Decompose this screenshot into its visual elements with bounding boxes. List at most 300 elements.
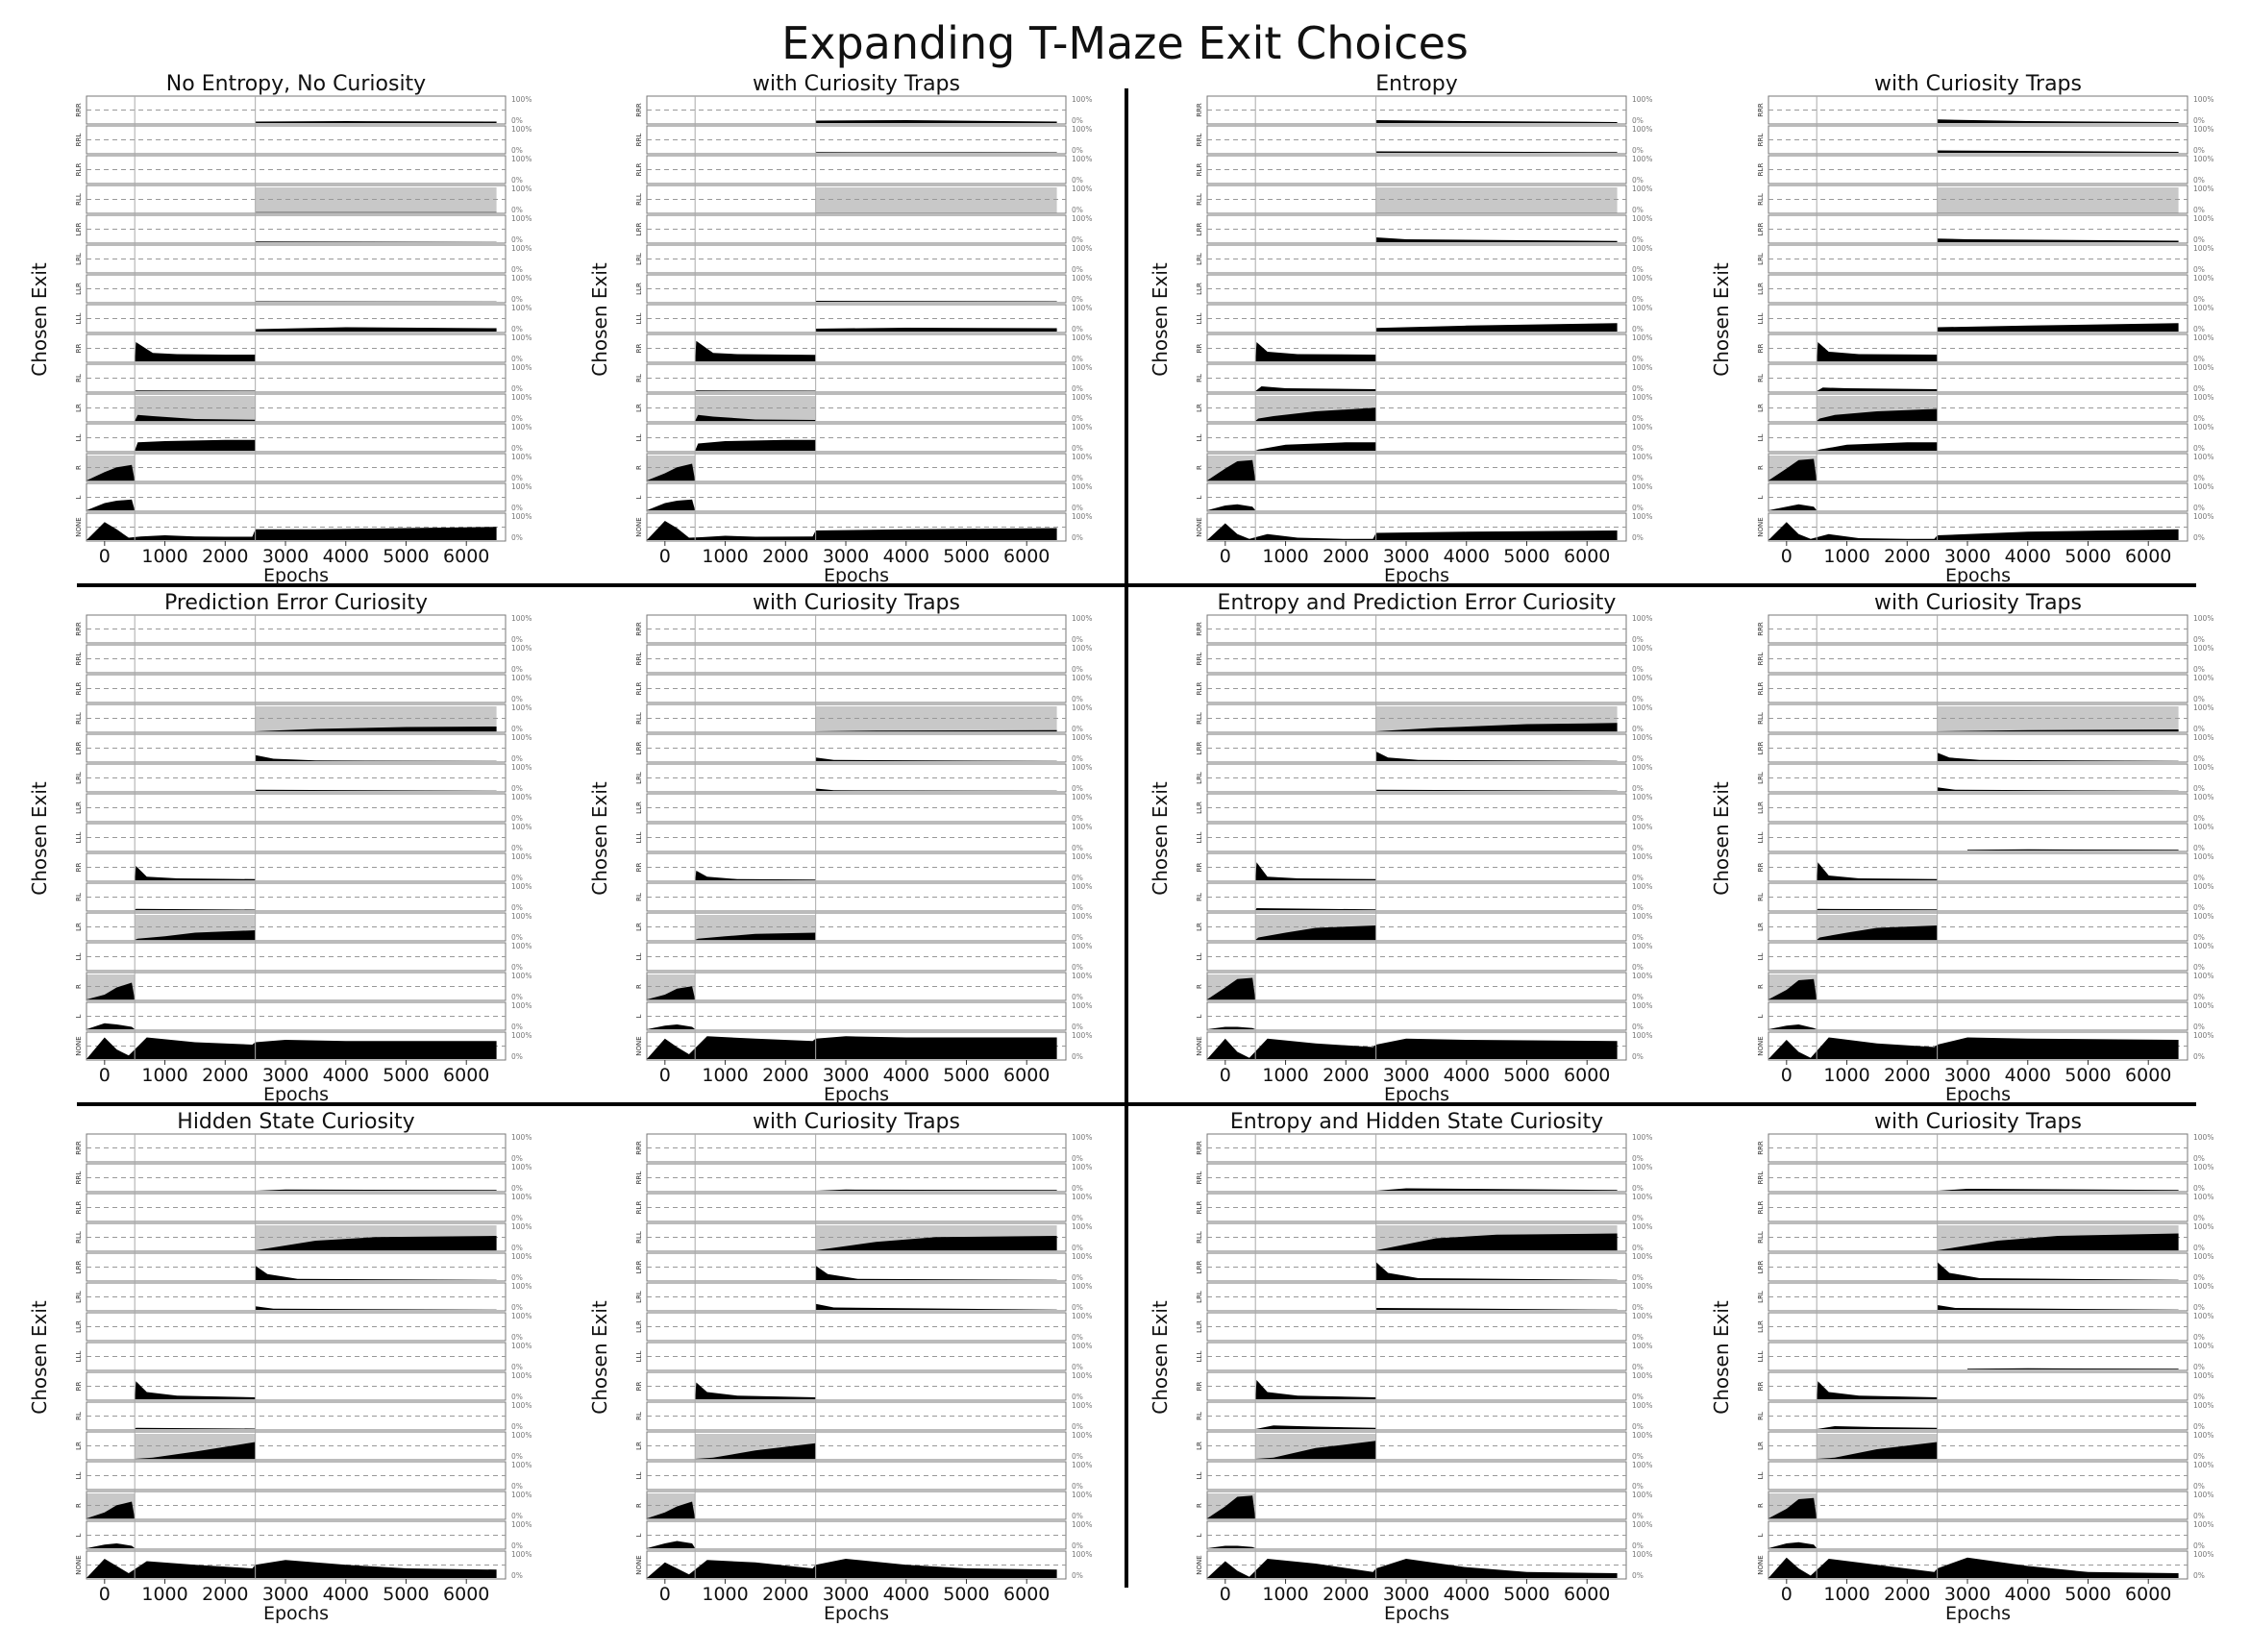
pct-label: 0% — [511, 1452, 523, 1461]
exit-label: LRR — [635, 1260, 643, 1274]
pct-label: 100% — [511, 244, 532, 253]
series-area-rrr — [1376, 120, 1618, 123]
figure-title: Expanding T-Maze Exit Choices — [781, 17, 1469, 69]
x-axis-label: Epochs — [1383, 1603, 1450, 1624]
series-area-l — [1207, 1027, 1255, 1030]
series-area-lrr — [1376, 752, 1618, 761]
pct-label: 100% — [511, 185, 532, 193]
pct-label: 100% — [2193, 1401, 2214, 1410]
pct-label: 0% — [511, 384, 523, 393]
exit-label: LLL — [1757, 831, 1765, 844]
x-tick-label: 1000 — [1262, 1065, 1309, 1086]
series-area-none — [1207, 1559, 1618, 1578]
pct-label: 0% — [2193, 963, 2205, 972]
pct-label: 0% — [2193, 1541, 2205, 1550]
pct-label: 0% — [1632, 754, 1644, 763]
series-area-rl — [1255, 1425, 1376, 1429]
pct-label: 100% — [1632, 512, 1653, 521]
exit-label: RR — [1196, 862, 1203, 873]
pct-label: 100% — [2193, 185, 2214, 193]
pct-label: 0% — [1632, 933, 1644, 942]
pct-label: 0% — [2193, 725, 2205, 733]
pct-label: 0% — [1632, 1393, 1644, 1401]
x-axis-label: Epochs — [262, 1084, 330, 1105]
x-axis-label: Epochs — [1944, 1084, 2012, 1105]
series-area-lrl — [1938, 787, 2179, 791]
pct-label: 0% — [1072, 993, 1083, 1001]
series-area-l — [1207, 1546, 1255, 1549]
exit-label: L — [1757, 495, 1765, 500]
panel-title: with Curiosity Traps — [753, 72, 960, 96]
pct-label: 100% — [2193, 852, 2214, 861]
x-axis-label: Epochs — [1383, 565, 1450, 586]
exit-label: LRL — [75, 772, 83, 784]
pct-label: 100% — [2193, 1312, 2214, 1320]
pct-label: 100% — [1072, 852, 1093, 861]
x-tick-label: 6000 — [443, 1584, 490, 1605]
pct-label: 100% — [1632, 852, 1653, 861]
pct-label: 100% — [511, 1550, 532, 1559]
pct-label: 100% — [1072, 393, 1093, 402]
exit-label: LRR — [1196, 741, 1203, 755]
x-axis-label: Epochs — [1383, 1084, 1450, 1105]
x-tick-label: 0 — [1219, 546, 1231, 567]
pct-label: 100% — [1632, 674, 1653, 682]
pct-label: 100% — [1072, 793, 1093, 801]
x-tick-label: 3000 — [261, 546, 309, 567]
panel-title: No Entropy, No Curiosity — [165, 72, 427, 96]
exit-label: R — [635, 984, 643, 989]
panel-title: Entropy and Prediction Error Curiosity — [1217, 591, 1617, 615]
pct-label: 100% — [1632, 333, 1653, 342]
exit-label: LLL — [635, 831, 643, 844]
x-tick-label: 4000 — [2004, 1584, 2051, 1605]
x-tick-label: 5000 — [383, 1065, 430, 1086]
pct-label: 100% — [1632, 733, 1653, 742]
pct-label: 100% — [511, 274, 532, 283]
pct-label: 0% — [511, 533, 523, 542]
pct-label: 0% — [511, 444, 523, 453]
pct-label: 0% — [511, 1244, 523, 1252]
exit-label: RRR — [635, 1141, 643, 1155]
exit-label: LRR — [1757, 741, 1765, 755]
pct-label: 0% — [2193, 325, 2205, 333]
exit-label: RLL — [1757, 1231, 1765, 1244]
exit-label: RLL — [635, 193, 643, 206]
x-tick-label: 6000 — [2125, 1584, 2172, 1605]
pct-label: 0% — [511, 1052, 523, 1061]
series-area-lrl — [1376, 790, 1618, 791]
exit-label: R — [75, 465, 83, 470]
pct-label: 100% — [2193, 1431, 2214, 1440]
pct-label: 0% — [511, 265, 523, 274]
pct-label: 0% — [1072, 1512, 1083, 1520]
pct-label: 0% — [1072, 1154, 1083, 1163]
pct-label: 0% — [1632, 725, 1644, 733]
pct-label: 100% — [1632, 185, 1653, 193]
x-tick-label: 3000 — [261, 1584, 309, 1605]
pct-label: 0% — [1072, 1541, 1083, 1550]
pct-label: 0% — [2193, 265, 2205, 274]
exit-label: LR — [1196, 1442, 1203, 1450]
pct-label: 100% — [2193, 333, 2214, 342]
pct-label: 100% — [1632, 155, 1653, 163]
pct-label: 100% — [511, 423, 532, 431]
series-area-none — [1768, 1558, 2179, 1578]
pct-label: 100% — [1072, 882, 1093, 891]
pct-label: 100% — [2193, 703, 2214, 712]
x-tick-label: 3000 — [1382, 1065, 1430, 1086]
pct-label: 100% — [511, 1163, 532, 1171]
pct-label: 0% — [1072, 1452, 1083, 1461]
x-tick-label: 6000 — [1564, 546, 1611, 567]
pct-label: 100% — [1632, 453, 1653, 461]
series-area-l — [647, 500, 695, 510]
exit-label: RRR — [635, 622, 643, 636]
pct-label: 100% — [2193, 1001, 2214, 1010]
exit-label: LRR — [635, 222, 643, 236]
pct-label: 0% — [1632, 1571, 1644, 1580]
series-area-rr — [695, 341, 816, 361]
series-area-lrl — [1376, 1308, 1618, 1310]
pct-label: 0% — [1632, 784, 1644, 793]
exit-label: LRR — [75, 222, 83, 236]
pct-label: 0% — [511, 933, 523, 942]
exit-label: RR — [635, 862, 643, 873]
x-tick-label: 3000 — [822, 1065, 870, 1086]
exit-label: L — [1757, 1014, 1765, 1019]
pct-label: 100% — [2193, 614, 2214, 623]
x-tick-label: 2000 — [762, 546, 809, 567]
exit-label: LRR — [1757, 222, 1765, 236]
exit-label: RRR — [75, 1141, 83, 1155]
pct-label: 100% — [511, 304, 532, 312]
panel — [1710, 591, 2213, 1105]
pct-label: 100% — [1632, 1491, 1653, 1499]
pct-label: 100% — [1072, 1491, 1093, 1499]
pct-label: 0% — [1072, 784, 1083, 793]
pct-label: 0% — [2193, 504, 2205, 512]
pct-label: 0% — [2193, 903, 2205, 912]
pct-label: 0% — [2193, 1273, 2205, 1282]
series-area-rl — [695, 390, 816, 391]
series-area-rl — [135, 909, 256, 910]
x-tick-label: 1000 — [141, 1584, 188, 1605]
exit-label: LRL — [635, 253, 643, 265]
exit-label: LLL — [1757, 312, 1765, 325]
pct-label: 0% — [1072, 635, 1083, 644]
series-area-rrl — [1376, 152, 1618, 154]
exit-label: RRR — [1757, 622, 1765, 636]
x-tick-label: 6000 — [443, 546, 490, 567]
exit-label: LLR — [635, 1320, 643, 1333]
exit-label: RR — [75, 343, 83, 354]
x-tick-label: 6000 — [1564, 1584, 1611, 1605]
exit-label: LR — [1196, 923, 1203, 931]
series-area-rr — [1817, 342, 1938, 361]
series-area-l — [1768, 1024, 1817, 1029]
x-tick-label: 4000 — [322, 1584, 369, 1605]
pct-label: 0% — [1072, 146, 1083, 155]
exit-label: RRR — [1757, 103, 1765, 117]
panel — [1149, 1110, 1652, 1624]
pct-label: 0% — [1632, 1541, 1644, 1550]
pct-label: 0% — [511, 325, 523, 333]
pct-label: 100% — [2193, 1550, 2214, 1559]
pct-label: 100% — [511, 1282, 532, 1291]
pct-label: 100% — [1072, 274, 1093, 283]
exit-label: LL — [75, 952, 83, 961]
x-tick-label: 4000 — [1443, 1584, 1490, 1605]
pct-label: 0% — [511, 1512, 523, 1520]
x-tick-label: 5000 — [1503, 546, 1550, 567]
exit-label: LLR — [75, 1320, 83, 1333]
pct-label: 0% — [2193, 384, 2205, 393]
exit-label: NONE — [1196, 517, 1203, 537]
pct-label: 100% — [1072, 1461, 1093, 1469]
x-tick-label: 6000 — [1003, 546, 1051, 567]
pct-label: 0% — [1072, 695, 1083, 703]
pct-label: 0% — [1632, 265, 1644, 274]
pct-label: 0% — [2193, 665, 2205, 674]
pct-label: 0% — [1632, 665, 1644, 674]
pct-label: 100% — [2193, 393, 2214, 402]
pct-label: 0% — [511, 1571, 523, 1580]
pct-label: 0% — [1072, 444, 1083, 453]
x-tick-label: 3000 — [1943, 1065, 1991, 1086]
exit-label: RRR — [1196, 622, 1203, 636]
exit-label: NONE — [635, 1036, 643, 1056]
series-area-rl — [135, 1428, 256, 1429]
pct-label: 100% — [1072, 244, 1093, 253]
exit-label: RL — [1757, 1412, 1765, 1420]
series-area-none — [647, 1559, 1057, 1578]
exit-label: LRL — [1196, 772, 1203, 784]
series-area-rrl — [1376, 1189, 1618, 1192]
pct-label: 0% — [2193, 414, 2205, 423]
pct-label: 0% — [1632, 146, 1644, 155]
pct-label: 100% — [1632, 423, 1653, 431]
series-area-l — [647, 1024, 695, 1029]
y-axis-label: Chosen Exit — [1149, 262, 1172, 377]
y-axis-label: Chosen Exit — [1149, 781, 1172, 896]
goal-region — [1938, 187, 2179, 213]
exit-label: L — [1757, 1533, 1765, 1538]
pct-label: 0% — [2193, 1571, 2205, 1580]
pct-label: 0% — [1072, 814, 1083, 823]
pct-label: 100% — [511, 1312, 532, 1320]
exit-label: RR — [635, 1381, 643, 1392]
series-area-lrl — [256, 1306, 497, 1310]
exit-label: RR — [1196, 343, 1203, 354]
panel-title: Prediction Error Curiosity — [163, 591, 429, 615]
exit-label: RR — [635, 343, 643, 354]
pct-label: 0% — [1632, 1154, 1644, 1163]
panel — [1710, 1110, 2213, 1624]
pct-label: 0% — [1072, 384, 1083, 393]
exit-label: RRL — [1196, 133, 1203, 147]
exit-label: RLR — [75, 162, 83, 177]
y-axis-label: Chosen Exit — [28, 1300, 51, 1415]
pct-label: 0% — [511, 903, 523, 912]
pct-label: 0% — [2193, 1184, 2205, 1193]
pct-label: 100% — [1072, 1371, 1093, 1380]
x-tick-label: 0 — [98, 1065, 111, 1086]
exit-label: LLR — [1757, 1320, 1765, 1333]
pct-label: 100% — [2193, 423, 2214, 431]
pct-label: 100% — [1072, 1001, 1093, 1010]
pct-label: 0% — [511, 1333, 523, 1342]
series-area-rl — [1817, 387, 1938, 391]
pct-label: 100% — [1632, 1031, 1653, 1040]
series-area-llr — [816, 301, 1057, 302]
pct-label: 100% — [511, 512, 532, 521]
exit-label: LLL — [635, 312, 643, 325]
pct-label: 0% — [1072, 414, 1083, 423]
pct-label: 0% — [1072, 963, 1083, 972]
x-tick-label: 4000 — [2004, 1065, 2051, 1086]
series-area-ll — [1255, 442, 1376, 451]
exit-label: LLR — [635, 801, 643, 814]
exit-label: LR — [1757, 923, 1765, 931]
series-area-lll — [816, 328, 1057, 332]
exit-label: RRL — [1196, 652, 1203, 666]
pct-label: 0% — [2193, 874, 2205, 882]
pct-label: 0% — [1632, 1214, 1644, 1222]
pct-label: 0% — [511, 1184, 523, 1193]
series-area-rr — [135, 1381, 256, 1399]
series-area-lll — [1967, 1368, 2179, 1369]
pct-label: 0% — [511, 695, 523, 703]
pct-label: 100% — [1632, 244, 1653, 253]
pct-label: 0% — [511, 1541, 523, 1550]
series-area-rr — [1255, 862, 1376, 880]
series-area-lrr — [1938, 1262, 2179, 1280]
pct-label: 100% — [2193, 363, 2214, 372]
x-tick-label: 4000 — [1443, 546, 1490, 567]
pct-label: 0% — [1632, 504, 1644, 512]
series-area-rrl — [1938, 151, 2179, 154]
pct-label: 0% — [1072, 844, 1083, 852]
exit-label: L — [75, 495, 83, 500]
exit-label: RRL — [1757, 1171, 1765, 1185]
pct-label: 0% — [2193, 474, 2205, 482]
exit-label: RRR — [1196, 1141, 1203, 1155]
pct-label: 0% — [511, 963, 523, 972]
pct-label: 0% — [511, 874, 523, 882]
pct-label: 100% — [1072, 363, 1093, 372]
x-tick-label: 4000 — [322, 1065, 369, 1086]
exit-label: LRL — [75, 1291, 83, 1303]
series-area-none — [87, 1038, 497, 1060]
pct-label: 100% — [511, 882, 532, 891]
pct-label: 100% — [511, 363, 532, 372]
pct-label: 0% — [2193, 1214, 2205, 1222]
pct-label: 0% — [2193, 1244, 2205, 1252]
pct-label: 100% — [1632, 1550, 1653, 1559]
pct-label: 100% — [1632, 125, 1653, 134]
pct-label: 0% — [2193, 1333, 2205, 1342]
series-area-l — [1768, 1542, 1817, 1548]
pct-label: 100% — [1072, 703, 1093, 712]
x-tick-label: 5000 — [943, 1584, 990, 1605]
pct-label: 100% — [1632, 942, 1653, 950]
exit-label: LR — [635, 1442, 643, 1450]
series-area-lrr — [1938, 752, 2179, 761]
series-area-lrl — [816, 789, 1057, 792]
pct-label: 100% — [511, 1222, 532, 1231]
pct-label: 100% — [1072, 214, 1093, 223]
x-tick-label: 1000 — [141, 1065, 188, 1086]
pct-label: 0% — [511, 844, 523, 852]
y-axis-label: Chosen Exit — [1710, 262, 1733, 377]
x-tick-label: 1000 — [702, 546, 749, 567]
x-tick-label: 3000 — [1382, 1584, 1430, 1605]
x-tick-label: 2000 — [762, 1584, 809, 1605]
pct-label: 100% — [511, 823, 532, 831]
series-area-rr — [1817, 862, 1938, 880]
series-area-l — [1768, 505, 1817, 510]
pct-label: 0% — [1632, 635, 1644, 644]
pct-label: 100% — [2193, 1282, 2214, 1291]
pct-label: 100% — [1072, 155, 1093, 163]
y-axis-label: Chosen Exit — [588, 1300, 611, 1415]
series-area-rl — [1255, 908, 1376, 910]
panel — [588, 72, 1092, 586]
pct-label: 0% — [2193, 1154, 2205, 1163]
pct-label: 0% — [1072, 1273, 1083, 1282]
pct-label: 100% — [511, 333, 532, 342]
pct-label: 0% — [1632, 533, 1644, 542]
exit-label: RRR — [75, 103, 83, 117]
pct-label: 0% — [511, 1023, 523, 1031]
exit-label: RLR — [635, 1200, 643, 1215]
pct-label: 0% — [1632, 903, 1644, 912]
pct-label: 0% — [511, 993, 523, 1001]
series-area-none — [1207, 524, 1618, 541]
pct-label: 100% — [2193, 763, 2214, 772]
pct-label: 0% — [1632, 874, 1644, 882]
exit-label: RRR — [635, 103, 643, 117]
x-tick-label: 4000 — [1443, 1065, 1490, 1086]
pct-label: 100% — [1072, 733, 1093, 742]
pct-label: 100% — [1072, 304, 1093, 312]
pct-label: 0% — [511, 206, 523, 214]
pct-label: 100% — [1072, 763, 1093, 772]
x-tick-label: 2000 — [202, 1065, 249, 1086]
pct-label: 0% — [2193, 206, 2205, 214]
exit-label: LR — [1757, 1442, 1765, 1450]
exit-label: NONE — [635, 517, 643, 537]
pct-label: 100% — [2193, 882, 2214, 891]
pct-label: 100% — [1632, 1520, 1653, 1529]
exit-label: LRL — [75, 253, 83, 265]
exit-label: LRL — [635, 1291, 643, 1303]
pct-label: 0% — [511, 414, 523, 423]
series-area-lll — [1376, 323, 1618, 332]
pct-label: 100% — [1632, 793, 1653, 801]
pct-label: 0% — [511, 725, 523, 733]
pct-label: 100% — [1072, 423, 1093, 431]
series-area-l — [87, 1023, 135, 1029]
x-tick-label: 1000 — [1262, 1584, 1309, 1605]
pct-label: 100% — [1072, 1342, 1093, 1350]
x-tick-label: 0 — [658, 546, 671, 567]
panel — [588, 591, 1092, 1105]
pct-label: 0% — [2193, 235, 2205, 244]
exit-label: RRL — [635, 133, 643, 147]
exit-label: RRL — [635, 652, 643, 666]
